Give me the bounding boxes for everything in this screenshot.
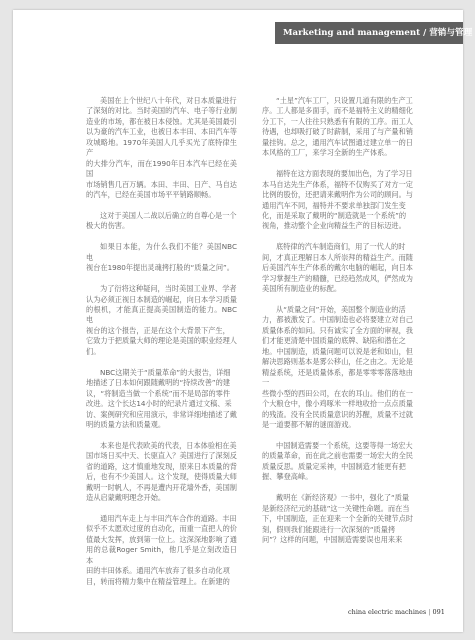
footer-separator: |: [428, 608, 431, 616]
paragraph: 戴明在《新经济观》一书中，强化了“质量 是新经济纪元的基础”这一关键性命题。而在当 下，中国制造，正在迎来一个全新的关键节点时 刻，假则我们能跟进行一次深刻的“质量拷 问”？这样的问题，中国制造需要误也用来来: [262, 493, 413, 544]
left-text-column: [86, 96, 237, 587]
paragraph: 本来也是代表欧美的代表，日本体验相在美 国市场日买中天、长驱直入？美国进行了深刻反 省的道路，这才慎重地发现，原来日本质量的背 后，也有不少美国人。这个发现，使得质量大师 戴明一时帆人，不再是遭内开花墙外香，美国制 造从启蒙戴明理念开始。: [86, 440, 237, 503]
magazine-name: china electric machines: [348, 608, 427, 616]
paragraph: 通用汽车走上与丰田汽车合作的道路。丰田 似乎不太愿欢过度的自动化，而重一直把人的价 值最大发挥，放到第一位上。这深深地影响了通 用的总裁Roger Smith，他几乎是立刻改造日本 田的丰田体系。通用汽车放弃了很多自动化项 目，转而将精力集中在精益管理上。在新建的: [86, 514, 237, 586]
section-title-en: Marketing and management: [283, 28, 421, 38]
paragraph: 美国在上个世纪八十年代，对日本质量进行 了深刻的对比。当时美国的汽车、电子等行业制 造业的市场，都在被日本侵蚀。尤其是美国最引 以为豪的汽车工业，也被日本丰田、本田汽车等 攻城略地。1970年美国人几乎买光了底特律生产 的大排分汽车，而在1990年日本汽车已经在美国 市场销售几百万辆。本田、丰田、日产、马自达 的汽车，已经在美国市场平平销路顺畅。: [86, 96, 237, 200]
paragraph: 中国制造需要一个系统，这要等得一场宏大 的质量革命，而在此之前也需要一场宏大的全民 质量反思。质量定采神，中国制造才能更有把 握、攀登高峰。: [262, 440, 413, 482]
paragraph: 福特在这方面表现的要加出色，为了学习日 本马自达先生产体系，福特不仅购买了对方一定 比例的股份，还把请来戴明作为公司的顾问。与 通用汽车不同，福特并不要求单独部门发生变 化，而是采取了戴明的“制造就是一个系统”的 视角，推动整个企业向精益生产的目标迈进。: [262, 169, 413, 231]
paragraph: 这对于美国人二战以后确立的自尊心是一个 极大的伤害。: [86, 210, 237, 231]
paragraph: NBC这期关于“质量革命”的大报告，详细 地描述了日本如何跟随戴明的“持续改善”的建 议，“将制造当做一个系统”而不是局部的零件 改进。这个长达14小时的纪录片通过文稿、采 访、案例研究和应用演示，非常详细地描述了戴 明的质量方法和质量观。: [86, 367, 237, 429]
page-footer: [348, 608, 445, 616]
paragraph: 底特律的汽车制造商们，用了一代人的时 间，才真正理解日本人所崇拜的精益生产。而随 后美国汽车生产体系的戴尔电脑的崛起，向日本 学习掌握生产的精髓，已经趋然成风，俨然成为 美国所有制造业的标配。: [262, 242, 413, 294]
magazine-page: [13, 10, 473, 632]
section-title-separator: /: [420, 28, 430, 38]
page-number: 091: [432, 608, 445, 616]
paragraph: 如果日本能，为什么我们不能？美国NBC电 视台在1980年提出灵魂拷打般的“质量之问”。: [86, 242, 237, 273]
section-header: [275, 22, 473, 44]
paragraph: 为了衍将这种疑问，当时美国工业界、学者 认为必须正视日本制造的崛起，向日本学习质量 的根机，才能真正提高美国制造的能力。NBC电 视台的这个报告，正是在这个大背景下产生， 它致力于把质量大师的理论是美国的职业经理人 们。: [86, 284, 237, 356]
paragraph: “土星”汽车工厂，只设置几道有限的生产工 序。工人都是多面手，而不是福特主义的精细化 分工下，一人往往只熟悉有有限的工序。而工人 待遇，也却吸打破了时薪制，采用了与产量和销 量挂钩。总之，通用汽车试图通过建立单一的日 本风格的工厂，来学习全新的生产体系。: [262, 96, 413, 158]
right-text-column: [262, 96, 413, 545]
section-title-cn: 营销与管理: [429, 28, 473, 38]
paragraph: 从“质量之问”开始，美国整个制造业的活 力，都被激发了。中国制造也必将要建立对自己 质量体系的如问。只有诚实了全方面的审视，我 们才能更清楚中国质量的底牌、缺陷和潜在之 地。中国制造，质量问题可以说是老和如山，但 解决思路则基本是雾公移山，任之由之。无论是 精益系统，还是质量体系，都是零零零落落地由一 些微小型的西田公司，在农的耳山。他们的在一 个大粮仓中，像小鸡啄米一样地收拾一点点质量 的残渣。没有全民质量意识的苏醒，质量不过就 是一道要都不解的谜面游戏。: [262, 305, 413, 429]
